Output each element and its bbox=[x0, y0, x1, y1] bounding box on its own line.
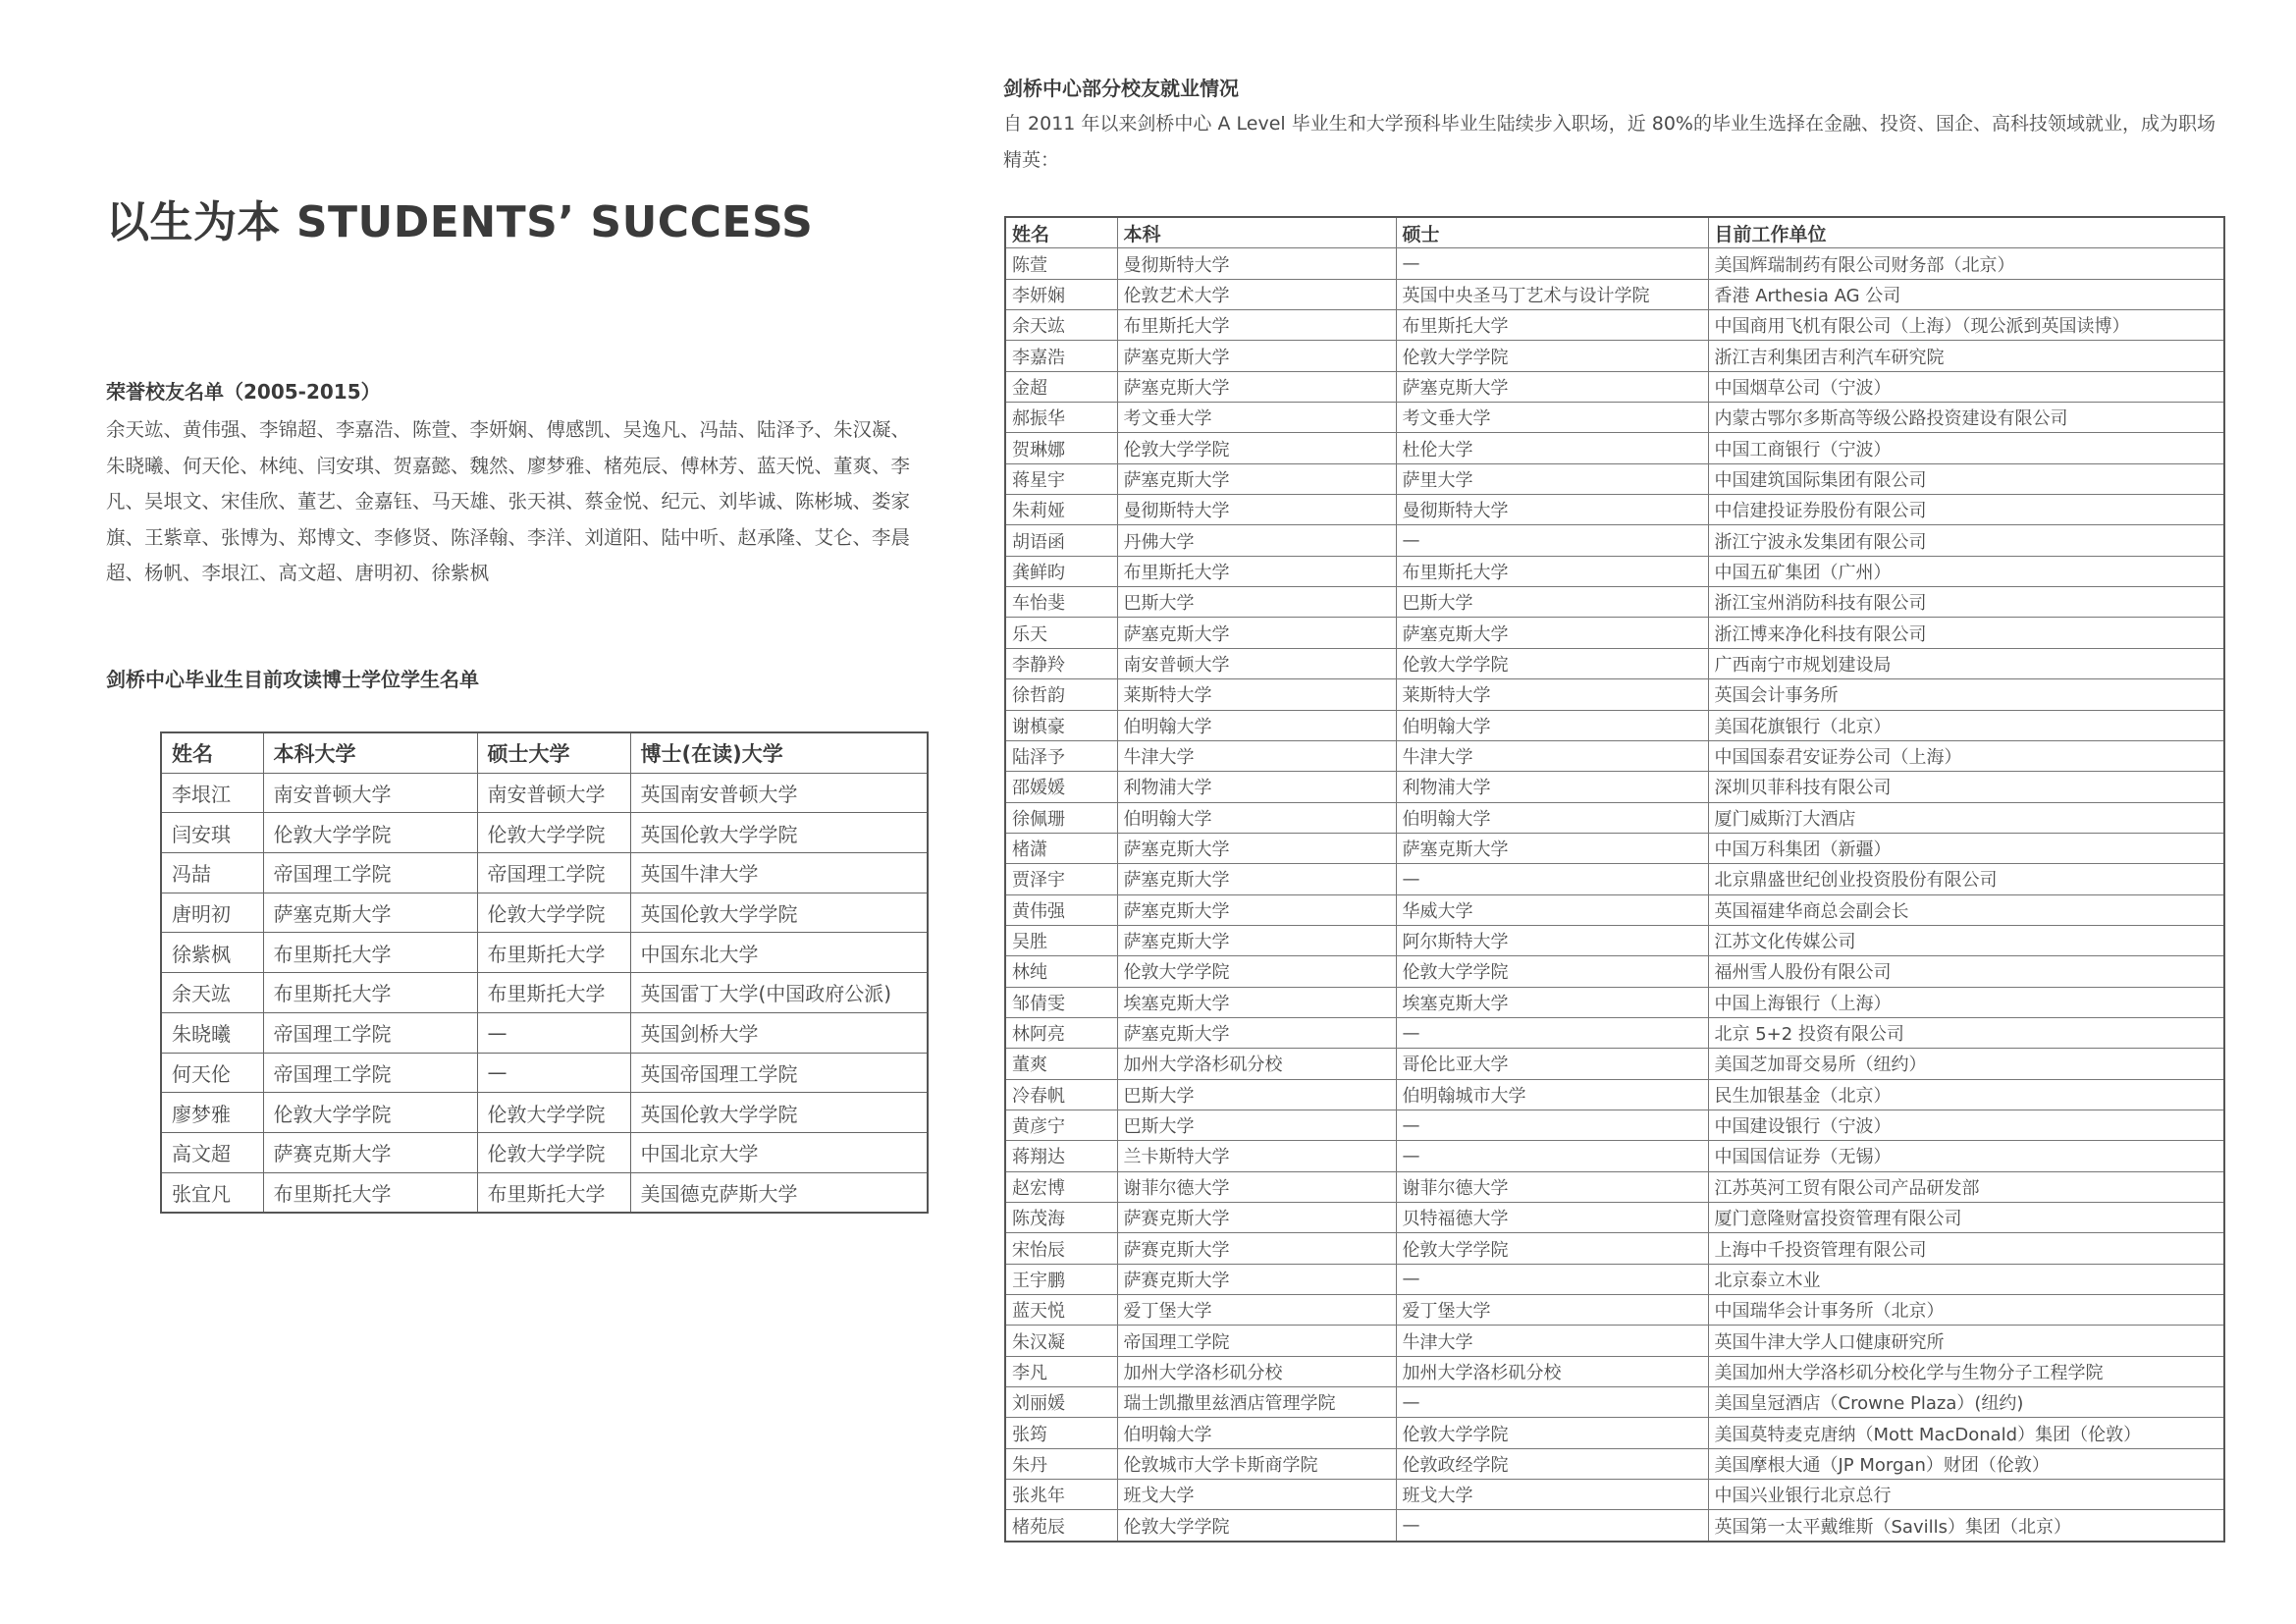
name-cell: 徐佩珊 bbox=[1005, 802, 1117, 833]
table-row bbox=[1005, 1233, 2224, 1264]
masters-university-cell: 布里斯托大学 bbox=[477, 1172, 630, 1213]
table-row bbox=[161, 893, 928, 933]
name-cell: 徐紫枫 bbox=[161, 933, 263, 973]
phd-university-cell: 美国德克萨斯大学 bbox=[630, 1172, 928, 1213]
table-row bbox=[1005, 679, 2224, 710]
employer-cell: 英国会计事务所 bbox=[1708, 679, 2224, 710]
name-cell: 楮潇 bbox=[1005, 833, 1117, 863]
table-row bbox=[1005, 1510, 2224, 1542]
name-cell: 楮苑辰 bbox=[1005, 1510, 1117, 1542]
name-cell: 贺琳娜 bbox=[1005, 433, 1117, 463]
masters-university-cell: 伦敦大学学院 bbox=[477, 893, 630, 933]
undergrad-university-cell: 南安普顿大学 bbox=[263, 773, 477, 813]
undergrad-cell: 萨赛克斯大学 bbox=[1117, 1203, 1396, 1233]
undergrad-university-cell: 帝国理工学院 bbox=[263, 1053, 477, 1093]
column-header-undergrad-university: 本科大学 bbox=[263, 732, 477, 773]
employer-cell: 中国兴业银行北京总行 bbox=[1708, 1480, 2224, 1510]
masters-cell: — bbox=[1396, 248, 1708, 279]
name-cell: 乐天 bbox=[1005, 618, 1117, 648]
employer-cell: 英国第一太平戴维斯（Savills）集团（北京） bbox=[1708, 1510, 2224, 1542]
employer-cell: 中国五矿集团（广州） bbox=[1708, 556, 2224, 586]
name-cell: 张兆年 bbox=[1005, 1480, 1117, 1510]
table-row bbox=[1005, 1387, 2224, 1418]
honor-alumni-heading: 荣誉校友名单（2005-2015） bbox=[106, 380, 381, 404]
undergrad-cell: 萨塞克斯大学 bbox=[1117, 864, 1396, 894]
masters-university-cell: 南安普顿大学 bbox=[477, 773, 630, 813]
table-row bbox=[1005, 956, 2224, 987]
table-row bbox=[1005, 1171, 2224, 1202]
table-row bbox=[161, 853, 928, 893]
masters-cell: 伦敦大学学院 bbox=[1396, 1233, 1708, 1264]
undergrad-cell: 伯明翰大学 bbox=[1117, 710, 1396, 740]
table-row bbox=[1005, 1203, 2224, 1233]
employer-cell: 美国莫特麦克唐纳（Mott MacDonald）集团（伦敦） bbox=[1708, 1418, 2224, 1448]
masters-cell: 牛津大学 bbox=[1396, 1326, 1708, 1356]
table-row bbox=[1005, 864, 2224, 894]
masters-cell: 班戈大学 bbox=[1396, 1480, 1708, 1510]
undergrad-cell: 加州大学洛杉矶分校 bbox=[1117, 1356, 1396, 1386]
employer-cell: 美国芝加哥交易所（纽约） bbox=[1708, 1049, 2224, 1079]
undergrad-cell: 萨塞克斯大学 bbox=[1117, 371, 1396, 402]
employer-cell: 民生加银基金（北京） bbox=[1708, 1079, 2224, 1110]
employer-cell: 美国皇冠酒店（Crowne Plaza）(纽约) bbox=[1708, 1387, 2224, 1418]
undergrad-university-cell: 布里斯托大学 bbox=[263, 933, 477, 973]
undergrad-cell: 曼彻斯特大学 bbox=[1117, 248, 1396, 279]
undergrad-university-cell: 布里斯托大学 bbox=[263, 1172, 477, 1213]
masters-university-cell: 伦敦大学学院 bbox=[477, 1132, 630, 1172]
employer-cell: 内蒙古鄂尔多斯高等级公路投资建设有限公司 bbox=[1708, 403, 2224, 433]
table-row bbox=[161, 933, 928, 973]
masters-cell: 杜伦大学 bbox=[1396, 433, 1708, 463]
table-header-row bbox=[1005, 217, 2224, 248]
phd-university-cell: 英国帝国理工学院 bbox=[630, 1053, 928, 1093]
name-cell: 蓝天悦 bbox=[1005, 1295, 1117, 1326]
undergrad-cell: 利物浦大学 bbox=[1117, 772, 1396, 802]
undergrad-cell: 伦敦大学学院 bbox=[1117, 956, 1396, 987]
column-header-masters: 硕士 bbox=[1396, 217, 1708, 248]
column-header-name: 姓名 bbox=[161, 732, 263, 773]
masters-cell: 萨塞克斯大学 bbox=[1396, 371, 1708, 402]
table-row bbox=[1005, 279, 2224, 309]
name-cell: 陈萱 bbox=[1005, 248, 1117, 279]
name-cell: 唐明初 bbox=[161, 893, 263, 933]
masters-cell: — bbox=[1396, 864, 1708, 894]
masters-cell: 伯明翰城市大学 bbox=[1396, 1079, 1708, 1110]
employer-cell: 中国烟草公司（宁波） bbox=[1708, 371, 2224, 402]
name-cell: 贾泽宇 bbox=[1005, 864, 1117, 894]
name-cell: 林阿亮 bbox=[1005, 1017, 1117, 1048]
masters-cell: 伦敦政经学院 bbox=[1396, 1448, 1708, 1479]
name-cell: 吴胜 bbox=[1005, 925, 1117, 955]
employer-cell: 福州雪人股份有限公司 bbox=[1708, 956, 2224, 987]
name-cell: 冯喆 bbox=[161, 853, 263, 893]
phd-university-cell: 中国北京大学 bbox=[630, 1132, 928, 1172]
masters-cell: 萨塞克斯大学 bbox=[1396, 618, 1708, 648]
table-row bbox=[1005, 248, 2224, 279]
table-row bbox=[1005, 1295, 2224, 1326]
name-cell: 闫安琪 bbox=[161, 813, 263, 853]
masters-cell: 伦敦大学学院 bbox=[1396, 648, 1708, 678]
masters-cell: 阿尔斯特大学 bbox=[1396, 925, 1708, 955]
masters-cell: 牛津大学 bbox=[1396, 740, 1708, 771]
undergrad-cell: 伯明翰大学 bbox=[1117, 1418, 1396, 1448]
undergrad-cell: 谢菲尔德大学 bbox=[1117, 1171, 1396, 1202]
undergrad-cell: 爱丁堡大学 bbox=[1117, 1295, 1396, 1326]
name-cell: 李妍娴 bbox=[1005, 279, 1117, 309]
name-cell: 朱丹 bbox=[1005, 1448, 1117, 1479]
name-cell: 何天伦 bbox=[161, 1053, 263, 1093]
masters-cell: 伦敦大学学院 bbox=[1396, 956, 1708, 987]
undergrad-cell: 丹佛大学 bbox=[1117, 525, 1396, 556]
employer-cell: 中国国信证券（无锡） bbox=[1708, 1141, 2224, 1171]
masters-cell: 埃塞克斯大学 bbox=[1396, 987, 1708, 1017]
undergrad-cell: 莱斯特大学 bbox=[1117, 679, 1396, 710]
employer-cell: 中国工商银行（宁波） bbox=[1708, 433, 2224, 463]
phd-university-cell: 中国东北大学 bbox=[630, 933, 928, 973]
masters-cell: 考文垂大学 bbox=[1396, 403, 1708, 433]
phd-students-table bbox=[160, 731, 929, 1214]
masters-cell: 伯明翰大学 bbox=[1396, 710, 1708, 740]
name-cell: 余天竑 bbox=[1005, 310, 1117, 341]
employer-cell: 浙江宁波永发集团有限公司 bbox=[1708, 525, 2224, 556]
undergrad-cell: 萨塞克斯大学 bbox=[1117, 925, 1396, 955]
table-row bbox=[1005, 1448, 2224, 1479]
table-row bbox=[161, 813, 928, 853]
column-header-phd-university: 博士(在读)大学 bbox=[630, 732, 928, 773]
employer-cell: 美国加州大学洛杉矶分校化学与生物分子工程学院 bbox=[1708, 1356, 2224, 1386]
name-cell: 蒋星宇 bbox=[1005, 463, 1117, 494]
undergrad-cell: 萨塞克斯大学 bbox=[1117, 463, 1396, 494]
masters-cell: 华威大学 bbox=[1396, 894, 1708, 925]
table-row bbox=[1005, 1049, 2224, 1079]
employer-cell: 江苏英河工贸有限公司产品研发部 bbox=[1708, 1171, 2224, 1202]
name-cell: 刘丽媛 bbox=[1005, 1387, 1117, 1418]
employer-cell: 厦门威斯汀大酒店 bbox=[1708, 802, 2224, 833]
table-row bbox=[161, 1012, 928, 1053]
masters-cell: 贝特福德大学 bbox=[1396, 1203, 1708, 1233]
employer-cell: 浙江博来净化科技有限公司 bbox=[1708, 618, 2224, 648]
column-header-undergrad: 本科 bbox=[1117, 217, 1396, 248]
name-cell: 赵宏博 bbox=[1005, 1171, 1117, 1202]
phd-university-cell: 英国雷丁大学(中国政府公派) bbox=[630, 973, 928, 1013]
name-cell: 余天竑 bbox=[161, 973, 263, 1013]
masters-cell: — bbox=[1396, 1387, 1708, 1418]
masters-university-cell: — bbox=[477, 1053, 630, 1093]
name-cell: 邹倩雯 bbox=[1005, 987, 1117, 1017]
name-cell: 黄伟强 bbox=[1005, 894, 1117, 925]
employer-cell: 英国福建华商总会副会长 bbox=[1708, 894, 2224, 925]
table-row bbox=[1005, 1017, 2224, 1048]
name-cell: 朱莉娅 bbox=[1005, 495, 1117, 525]
table-row bbox=[1005, 495, 2224, 525]
masters-cell: 萨里大学 bbox=[1396, 463, 1708, 494]
undergrad-cell: 巴斯大学 bbox=[1117, 1110, 1396, 1140]
undergrad-cell: 萨塞克斯大学 bbox=[1117, 1017, 1396, 1048]
employer-cell: 中国建设银行（宁波） bbox=[1708, 1110, 2224, 1140]
employer-cell: 中信建投证券股份有限公司 bbox=[1708, 495, 2224, 525]
phd-university-cell: 英国伦敦大学学院 bbox=[630, 893, 928, 933]
table-row bbox=[161, 1172, 928, 1213]
column-header-masters-university: 硕士大学 bbox=[477, 732, 630, 773]
table-row bbox=[1005, 710, 2224, 740]
column-header-employer: 目前工作单位 bbox=[1708, 217, 2224, 248]
table-row bbox=[1005, 1079, 2224, 1110]
masters-cell: 曼彻斯特大学 bbox=[1396, 495, 1708, 525]
name-cell: 车怡斐 bbox=[1005, 587, 1117, 618]
phd-university-cell: 英国南安普顿大学 bbox=[630, 773, 928, 813]
masters-cell: — bbox=[1396, 525, 1708, 556]
name-cell: 林纯 bbox=[1005, 956, 1117, 987]
employer-cell: 深圳贝菲科技有限公司 bbox=[1708, 772, 2224, 802]
table-row bbox=[1005, 525, 2224, 556]
undergrad-university-cell: 帝国理工学院 bbox=[263, 853, 477, 893]
masters-cell: — bbox=[1396, 1264, 1708, 1294]
undergrad-cell: 班戈大学 bbox=[1117, 1480, 1396, 1510]
undergrad-cell: 帝国理工学院 bbox=[1117, 1326, 1396, 1356]
employer-cell: 中国商用飞机有限公司（上海）（现公派到英国读博） bbox=[1708, 310, 2224, 341]
masters-cell: 布里斯托大学 bbox=[1396, 310, 1708, 341]
employer-cell: 中国瑞华会计事务所（北京） bbox=[1708, 1295, 2224, 1326]
name-cell: 李嘉浩 bbox=[1005, 341, 1117, 371]
name-cell: 冷春帆 bbox=[1005, 1079, 1117, 1110]
name-cell: 谢槙豪 bbox=[1005, 710, 1117, 740]
employment-table bbox=[1004, 216, 2225, 1543]
table-row bbox=[1005, 556, 2224, 586]
masters-university-cell: 布里斯托大学 bbox=[477, 933, 630, 973]
masters-cell: 加州大学洛杉矶分校 bbox=[1396, 1356, 1708, 1386]
employer-cell: 英国牛津大学人口健康研究所 bbox=[1708, 1326, 2224, 1356]
name-cell: 胡语函 bbox=[1005, 525, 1117, 556]
table-row bbox=[1005, 1141, 2224, 1171]
undergrad-cell: 萨塞克斯大学 bbox=[1117, 894, 1396, 925]
undergrad-cell: 巴斯大学 bbox=[1117, 587, 1396, 618]
name-cell: 朱晓曦 bbox=[161, 1012, 263, 1053]
employer-cell: 中国万科集团（新疆） bbox=[1708, 833, 2224, 863]
masters-cell: 谢菲尔德大学 bbox=[1396, 1171, 1708, 1202]
employer-cell: 上海中千投资管理有限公司 bbox=[1708, 1233, 2224, 1264]
undergrad-cell: 伦敦艺术大学 bbox=[1117, 279, 1396, 309]
undergrad-university-cell: 萨赛克斯大学 bbox=[263, 1132, 477, 1172]
masters-university-cell: — bbox=[477, 1012, 630, 1053]
table-row bbox=[161, 1132, 928, 1172]
masters-university-cell: 伦敦大学学院 bbox=[477, 813, 630, 853]
table-row bbox=[1005, 740, 2224, 771]
undergrad-cell: 南安普顿大学 bbox=[1117, 648, 1396, 678]
table-row bbox=[1005, 618, 2224, 648]
table-row bbox=[1005, 833, 2224, 863]
table-row bbox=[1005, 1326, 2224, 1356]
undergrad-university-cell: 伦敦大学学院 bbox=[263, 813, 477, 853]
undergrad-cell: 牛津大学 bbox=[1117, 740, 1396, 771]
employer-cell: 江苏文化传媒公司 bbox=[1708, 925, 2224, 955]
table-row bbox=[1005, 1110, 2224, 1140]
employer-cell: 北京泰立木业 bbox=[1708, 1264, 2224, 1294]
name-cell: 徐哲韵 bbox=[1005, 679, 1117, 710]
undergrad-cell: 伦敦大学学院 bbox=[1117, 433, 1396, 463]
undergrad-cell: 加州大学洛杉矶分校 bbox=[1117, 1049, 1396, 1079]
table-row bbox=[1005, 1480, 2224, 1510]
name-cell: 宋怡辰 bbox=[1005, 1233, 1117, 1264]
undergrad-university-cell: 布里斯托大学 bbox=[263, 973, 477, 1013]
masters-cell: 伦敦大学学院 bbox=[1396, 1418, 1708, 1448]
table-row bbox=[1005, 463, 2224, 494]
employer-cell: 美国辉瑞制药有限公司财务部（北京） bbox=[1708, 248, 2224, 279]
employer-cell: 美国摩根大通（JP Morgan）财团（伦敦） bbox=[1708, 1448, 2224, 1479]
phd-university-cell: 英国伦敦大学学院 bbox=[630, 813, 928, 853]
undergrad-cell: 萨赛克斯大学 bbox=[1117, 1233, 1396, 1264]
phd-university-cell: 英国牛津大学 bbox=[630, 853, 928, 893]
undergrad-university-cell: 萨塞克斯大学 bbox=[263, 893, 477, 933]
employer-cell: 美国花旗银行（北京） bbox=[1708, 710, 2224, 740]
masters-cell: 利物浦大学 bbox=[1396, 772, 1708, 802]
undergrad-cell: 萨塞克斯大学 bbox=[1117, 341, 1396, 371]
masters-cell: — bbox=[1396, 1141, 1708, 1171]
table-row bbox=[1005, 772, 2224, 802]
table-row bbox=[1005, 1418, 2224, 1448]
table-row bbox=[1005, 371, 2224, 402]
name-cell: 张筠 bbox=[1005, 1418, 1117, 1448]
masters-cell: 英国中央圣马丁艺术与设计学院 bbox=[1396, 279, 1708, 309]
name-cell: 邵媛媛 bbox=[1005, 772, 1117, 802]
table-row bbox=[1005, 1264, 2224, 1294]
name-cell: 郝振华 bbox=[1005, 403, 1117, 433]
phd-university-cell: 英国伦敦大学学院 bbox=[630, 1093, 928, 1133]
name-cell: 陈茂海 bbox=[1005, 1203, 1117, 1233]
employer-cell: 北京 5+2 投资有限公司 bbox=[1708, 1017, 2224, 1048]
honor-alumni-names: 余天竑、黄伟强、李锦超、李嘉浩、陈萱、李妍娴、傅感凯、吴逸凡、冯喆、陆泽予、朱汉凝、朱晓曦、何天伦、林纯、闫安琪、贺嘉懿、魏然、廖梦雅、楮苑辰、傅林芳、蓝天悦、董爽、李凡、吴垠文、宋佳欣、董艺、金嘉钰、马天雄、张天祺、蔡金悦、纪元、刘毕诚、陈彬城、娄家旗、王紫章、张博为、郑博文、李修贤、陈泽翰、李洋、刘道阳、陆中听、赵承隆、艾仑、李晨超、杨帆、李垠江、高文超、唐明初、徐紫枫 bbox=[106, 418, 911, 584]
table-row bbox=[1005, 648, 2224, 678]
undergrad-cell: 考文垂大学 bbox=[1117, 403, 1396, 433]
employer-cell: 中国建筑国际集团有限公司 bbox=[1708, 463, 2224, 494]
table-row bbox=[1005, 433, 2224, 463]
employer-cell: 厦门意隆财富投资管理有限公司 bbox=[1708, 1203, 2224, 1233]
masters-cell: 伯明翰大学 bbox=[1396, 802, 1708, 833]
masters-university-cell: 伦敦大学学院 bbox=[477, 1093, 630, 1133]
masters-university-cell: 帝国理工学院 bbox=[477, 853, 630, 893]
name-cell: 朱汉凝 bbox=[1005, 1326, 1117, 1356]
table-row bbox=[1005, 310, 2224, 341]
phd-list-heading: 剑桥中心毕业生目前攻读博士学位学生名单 bbox=[106, 668, 479, 691]
undergrad-university-cell: 帝国理工学院 bbox=[263, 1012, 477, 1053]
employer-cell: 北京鼎盛世纪创业投资股份有限公司 bbox=[1708, 864, 2224, 894]
masters-university-cell: 布里斯托大学 bbox=[477, 973, 630, 1013]
undergrad-cell: 布里斯托大学 bbox=[1117, 310, 1396, 341]
undergrad-university-cell: 伦敦大学学院 bbox=[263, 1093, 477, 1133]
name-cell: 龚鲜昀 bbox=[1005, 556, 1117, 586]
masters-cell: 巴斯大学 bbox=[1396, 587, 1708, 618]
masters-cell: 伦敦大学学院 bbox=[1396, 341, 1708, 371]
undergrad-cell: 埃塞克斯大学 bbox=[1117, 987, 1396, 1017]
table-row bbox=[1005, 341, 2224, 371]
employer-cell: 中国上海银行（上海） bbox=[1708, 987, 2224, 1017]
table-row bbox=[1005, 925, 2224, 955]
table-row bbox=[1005, 987, 2224, 1017]
name-cell: 李凡 bbox=[1005, 1356, 1117, 1386]
undergrad-cell: 瑞士凯撒里兹酒店管理学院 bbox=[1117, 1387, 1396, 1418]
undergrad-cell: 伦敦城市大学卡斯商学院 bbox=[1117, 1448, 1396, 1479]
table-row bbox=[1005, 1356, 2224, 1386]
name-cell: 陆泽予 bbox=[1005, 740, 1117, 771]
undergrad-cell: 伦敦大学学院 bbox=[1117, 1510, 1396, 1542]
masters-cell: 萨塞克斯大学 bbox=[1396, 833, 1708, 863]
name-cell: 李垠江 bbox=[161, 773, 263, 813]
page-title: 以生为本 STUDENTS’ SUCCESS bbox=[106, 197, 814, 247]
undergrad-cell: 曼彻斯特大学 bbox=[1117, 495, 1396, 525]
name-cell: 张宜凡 bbox=[161, 1172, 263, 1213]
masters-cell: 莱斯特大学 bbox=[1396, 679, 1708, 710]
name-cell: 王宇鹏 bbox=[1005, 1264, 1117, 1294]
undergrad-cell: 兰卡斯特大学 bbox=[1117, 1141, 1396, 1171]
column-header-name: 姓名 bbox=[1005, 217, 1117, 248]
employer-cell: 中国国泰君安证券公司（上海） bbox=[1708, 740, 2224, 771]
name-cell: 金超 bbox=[1005, 371, 1117, 402]
masters-cell: — bbox=[1396, 1017, 1708, 1048]
undergrad-cell: 萨塞克斯大学 bbox=[1117, 833, 1396, 863]
employer-cell: 浙江吉利集团吉利汽车研究院 bbox=[1708, 341, 2224, 371]
employer-cell: 浙江宝州消防科技有限公司 bbox=[1708, 587, 2224, 618]
employer-cell: 香港 Arthesia AG 公司 bbox=[1708, 279, 2224, 309]
masters-cell: — bbox=[1396, 1110, 1708, 1140]
undergrad-cell: 萨赛克斯大学 bbox=[1117, 1264, 1396, 1294]
undergrad-cell: 巴斯大学 bbox=[1117, 1079, 1396, 1110]
name-cell: 李静羚 bbox=[1005, 648, 1117, 678]
undergrad-cell: 萨塞克斯大学 bbox=[1117, 618, 1396, 648]
masters-cell: 哥伦比亚大学 bbox=[1396, 1049, 1708, 1079]
employer-cell: 广西南宁市规划建设局 bbox=[1708, 648, 2224, 678]
table-row bbox=[1005, 587, 2224, 618]
masters-cell: 布里斯托大学 bbox=[1396, 556, 1708, 586]
table-row bbox=[161, 973, 928, 1013]
table-row bbox=[1005, 894, 2224, 925]
table-row bbox=[1005, 403, 2224, 433]
name-cell: 董爽 bbox=[1005, 1049, 1117, 1079]
name-cell: 廖梦雅 bbox=[161, 1093, 263, 1133]
table-row bbox=[161, 1053, 928, 1093]
employment-heading: 剑桥中心部分校友就业情况 bbox=[1003, 77, 1239, 100]
name-cell: 高文超 bbox=[161, 1132, 263, 1172]
name-cell: 黄彦宁 bbox=[1005, 1110, 1117, 1140]
table-row bbox=[161, 773, 928, 813]
employment-intro: 自 2011 年以来剑桥中心 A Level 毕业生和大学预科毕业生陆续步入职场，近 80%的毕业生选择在金融、投资、国企、高科技领域就业，成为职场精英： bbox=[1003, 113, 2216, 171]
masters-cell: — bbox=[1396, 1510, 1708, 1542]
name-cell: 蒋翔达 bbox=[1005, 1141, 1117, 1171]
table-row bbox=[1005, 802, 2224, 833]
table-header-row bbox=[161, 732, 928, 773]
undergrad-cell: 布里斯托大学 bbox=[1117, 556, 1396, 586]
undergrad-cell: 伯明翰大学 bbox=[1117, 802, 1396, 833]
masters-cell: 爱丁堡大学 bbox=[1396, 1295, 1708, 1326]
table-row bbox=[161, 1093, 928, 1133]
phd-university-cell: 英国剑桥大学 bbox=[630, 1012, 928, 1053]
